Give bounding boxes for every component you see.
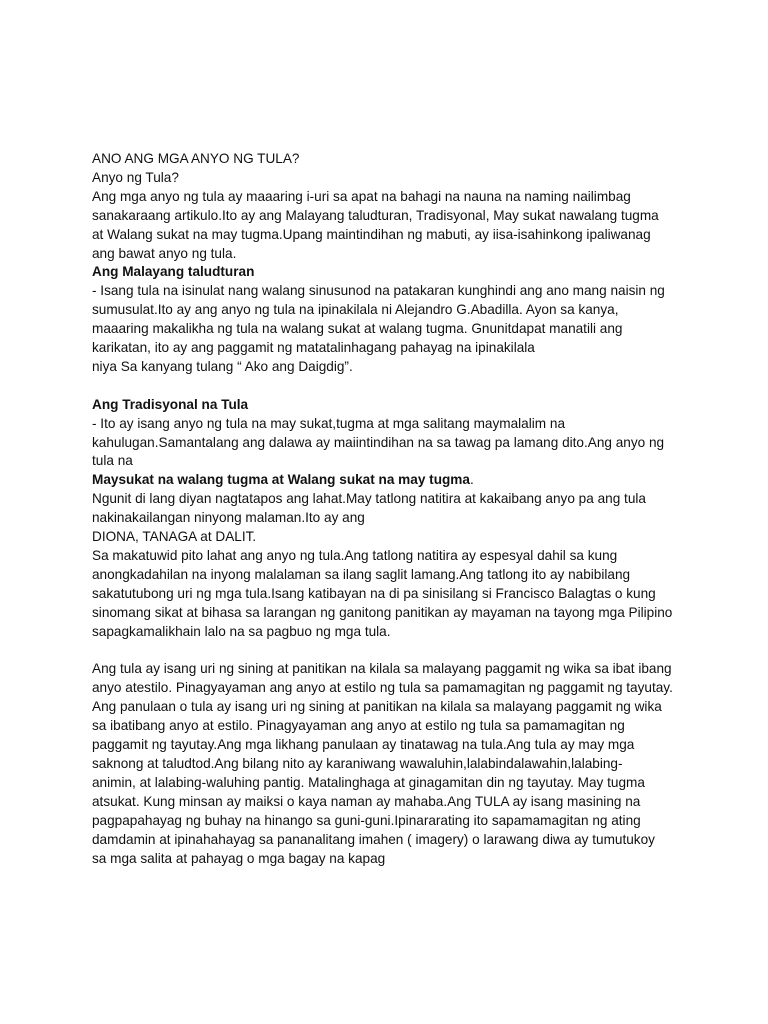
malaya-line: sumusulat.Ito ay ang anyo ng tula na ipinakilala ni Alejandro G.Abadilla. Ayon sa kanya, bbox=[92, 302, 619, 318]
tradisyonal-heading: Ang Tradisyonal na Tula bbox=[92, 396, 249, 412]
malaya-line: maaaring makalikha ng tula na walang sukat at walang tugma. Gnunitdapat manatili ang bbox=[92, 321, 623, 337]
paragraph-gap bbox=[92, 377, 692, 396]
malaya-line: niya Sa kanyang tulang “ Ako ang Daigdig”. bbox=[92, 358, 353, 374]
maysukat-heading-line bbox=[92, 471, 692, 490]
final-line: Ang tula ay isang uri ng sining at panitikan na kilala sa malayang paggamit ng wika sa ibat ibang bbox=[92, 661, 672, 677]
document-title: ANO ANG MGA ANYO NG TULA? bbox=[92, 151, 300, 166]
final-line: damdamin at ipinahahayag sa pananalitang imahen ( imagery) o larawang diwa ay tumutukoy bbox=[92, 831, 655, 847]
tradisyonal-line: kahulugan.Samantalang ang dalawa ay maiintindihan na sa tawag pa lamang dito.Ang anyo ng bbox=[92, 434, 665, 450]
ngunit-line: sapagkamalikhain lalo na sa pagbuo ng mga tula. bbox=[92, 623, 391, 639]
malaya-paragraph bbox=[92, 282, 692, 377]
final-line: atsukat. Kung minsan ay maiksi o kaya naman ay mahaba.Ang TULA ay isang masining na bbox=[92, 793, 641, 809]
intro-line: sanakaraang artikulo.Ito ay ang Malayang taludturan, Tradisyonal, May sukat nawalang tugma bbox=[92, 207, 659, 223]
tradisyonal-line: tula na bbox=[92, 453, 133, 469]
final-paragraph bbox=[92, 660, 692, 868]
ngunit-line: Ngunit di lang diyan nagtatapos ang lahat.May tatlong natitira at kakaibang anyo pa ang tula bbox=[92, 491, 646, 507]
ngunit-line: nakinakailangan ninyong malaman.Ito ay ang bbox=[92, 510, 365, 526]
ngunit-line: DIONA, TANAGA at DALIT. bbox=[92, 529, 257, 545]
maysukat-heading: Maysukat na walang tugma at Walang sukat na may tugma bbox=[92, 472, 470, 488]
paragraph-gap bbox=[92, 642, 692, 661]
malaya-line: - Isang tula na isinulat nang walang sinusunod na patakaran kunghindi ang ano mang naisin ng bbox=[92, 283, 665, 299]
malaya-heading: Ang Malayang taludturan bbox=[92, 264, 255, 280]
ngunit-line: sinomang sikat at bihasa sa larangan ng ganitong panitikan ay mayaman na tayong mga Pilipino bbox=[92, 604, 673, 620]
tradisyonal-line: - Ito ay isang anyo ng tula na may sukat,tugma at mga salitang maymalalim na bbox=[92, 415, 566, 431]
ngunit-line: sakatutubong uri ng mga tula.Isang katibayan na di pa sinisilang si Francisco Balagtas o kung bbox=[92, 585, 656, 601]
ngunit-line: Sa makatuwid pito lahat ang anyo ng tula.Ang tatlong natitira ay espesyal dahil sa kung bbox=[92, 548, 618, 564]
final-line: sa mga salita at pahayag o mga bagay na kapag bbox=[92, 850, 386, 866]
document-page bbox=[92, 150, 692, 868]
final-line: anyo atestilo. Pinagyayaman ang anyo at estilo ng tula sa pamamagitan ng paggamit ng tayutay. bbox=[92, 680, 673, 696]
ngunit-line: anongkadahilan na inyong malalaman sa ilang saglit lamang.Ang tatlong ito ay nabibilang bbox=[92, 566, 631, 582]
final-line: Ang panulaan o tula ay isang uri ng sining at panitikan na kilala sa malayang paggamit ng wika bbox=[92, 699, 662, 715]
final-line: saknong at taludtod.Ang bilang nito ay karaniwang wawaluhin,lalabindalawahin,lalabing- bbox=[92, 755, 623, 771]
tradisyonal-paragraph bbox=[92, 415, 692, 472]
final-line: sa ibatibang anyo at estilo. Pinagyayaman ang anyo at estilo ng tula sa pamamagitan ng bbox=[92, 718, 625, 734]
intro-line: at Walang sukat na may tugma.Upang maintindihan ng mabuti, ay iisa-isahinkong ipaliwanag bbox=[92, 226, 651, 242]
intro-line: ang bawat anyo ng tula. bbox=[92, 245, 237, 261]
final-line: animin, at lalabing-waluhing pantig. Matalinghaga at ginagamitan din ng tayutay. May tugma bbox=[92, 774, 645, 790]
intro-line: Ang mga anyo ng tula ay maaaring i-uri sa apat na bahagi na nauna na naming nailimbag bbox=[92, 188, 631, 204]
ngunit-paragraph bbox=[92, 490, 692, 641]
final-line: paggamit ng tayutay.Ang mga likhang panulaan ay tinatawag na tula.Ang tula ay may mga bbox=[92, 737, 635, 753]
intro-paragraph bbox=[92, 188, 692, 264]
final-line: pagpapahayag ng buhay na hinango sa guni-guni.Ipinararating ito sapamamagitan ng ating bbox=[92, 812, 641, 828]
malaya-line: karikatan, ito ay ang paggamit ng matatalinhagang pahayag na ipinakilala bbox=[92, 340, 535, 356]
document-subtitle: Anyo ng Tula? bbox=[92, 169, 179, 185]
maysukat-period: . bbox=[469, 472, 474, 488]
